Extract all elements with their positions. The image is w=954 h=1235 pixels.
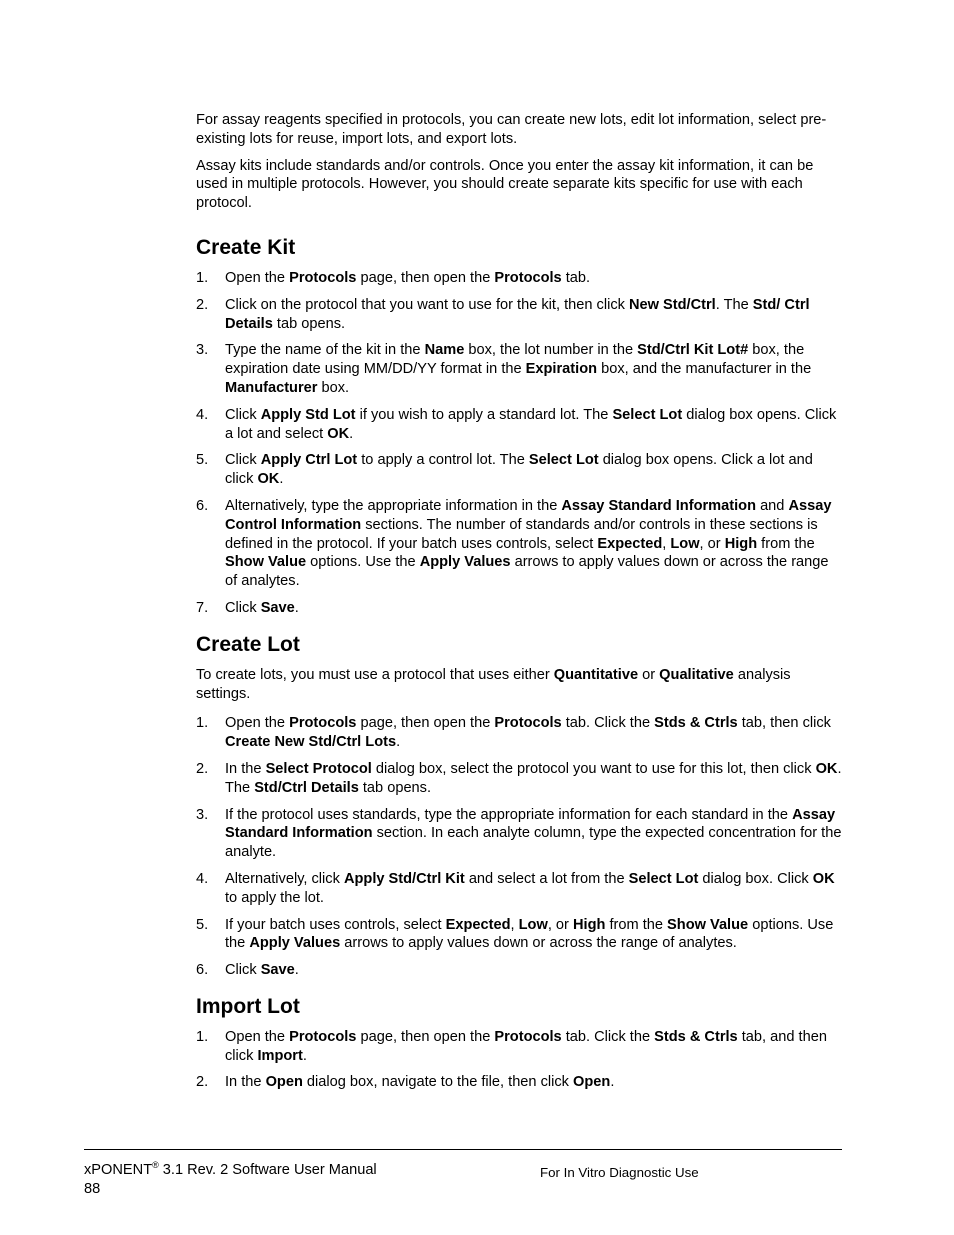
bold-term: OK [257,471,280,488]
step-item [196,760,844,798]
step-number: 3. [196,806,209,823]
step-item [196,916,844,954]
text-run: In the [225,1074,266,1091]
intro-paragraph [196,157,844,213]
text-run: For assay reagents specified in protocols, you can create new lots, edit lot information, select pre-existing lots for reuse, import lots, and export lots. [196,112,827,147]
text-run: . The [225,760,842,796]
bold-term: Save [260,599,295,616]
text-run: In the [225,760,266,777]
step-number: 5. [196,916,209,933]
text-run: Click [225,406,261,423]
bold-term: Assay Standard Information [561,497,757,514]
bold-term: OK [815,760,838,777]
text-run: tab opens. [272,315,346,332]
step-number: 5. [196,452,209,469]
text-run: , or [547,916,573,933]
bold-term: Std/ Ctrl Details [225,296,810,332]
bold-term: Show Value [225,554,307,571]
text-run: Open the [225,1028,290,1045]
text-run: page, then open the [356,715,495,732]
text-run: box, the expiration date using MM/DD/YY format in the [225,342,805,378]
bold-term: OK [812,870,835,887]
step-number: 1. [196,715,209,732]
text-run: dialog box opens. Click a lot and select [225,406,837,442]
text-run: dialog box, navigate to the file, then click [302,1074,574,1091]
bold-term: Name [424,342,465,359]
step-number: 4. [196,870,209,887]
bold-term: Low [670,535,700,552]
step-number: 2. [196,760,209,777]
text-run: , [510,916,519,933]
step-number: 1. [196,269,209,286]
footer-product: xPONENT [84,1162,153,1178]
text-run: and [756,497,789,514]
bold-term: Save [260,962,295,979]
step-item [196,269,844,288]
bold-term: High [572,916,606,933]
step-number: 1. [196,1028,209,1045]
bold-term: Apply Values [419,554,511,571]
step-item [196,714,844,752]
text-run: tab. Click the [561,715,655,732]
bold-term: Std/Ctrl Kit Lot# [637,342,749,359]
bold-term: OK [327,425,350,442]
text-run: . [610,1074,615,1091]
section-heading: Create Lot [196,632,300,656]
text-run: . [349,425,354,442]
footer-usage: For In Vitro Diagnostic Use [540,1165,699,1180]
bold-term: Open [573,1074,611,1091]
step-list [196,1028,844,1092]
bold-term: Apply Std/Ctrl Kit [343,870,465,887]
page-body [196,111,844,1106]
text-run: Open the [225,715,290,732]
bold-term: Protocols [289,1028,357,1045]
bold-term: Stds & Ctrls [654,1028,738,1045]
text-run: page, then open the [356,1028,495,1045]
footer-manual-title [84,1161,377,1180]
text-run: from the [605,916,668,933]
text-run: tab, and then click [225,1028,827,1064]
text-run: box, and the manufacturer in the [597,361,812,378]
text-run: Type the name of the kit in the [225,342,425,359]
footer-manual: 3.1 Rev. 2 Software User Manual [158,1162,377,1178]
text-run: box. [317,379,350,396]
text-run: Alternatively, type the appropriate information in the [225,497,562,514]
step-item [196,296,844,334]
step-item [196,806,844,862]
bold-term: Low [518,916,548,933]
bold-term: Assay Standard Information [225,806,836,842]
page-number: 88 [84,1180,101,1197]
text-run: . [294,599,299,616]
text-run: arrows to apply values down or across the range of analytes. [225,554,829,590]
bold-term: Select Protocol [265,760,372,777]
text-run: tab. Click the [561,1028,655,1045]
text-run: dialog box opens. Click a lot and click [225,452,813,488]
step-item [196,406,844,444]
text-run: tab. [561,269,591,286]
bold-term: Protocols [494,715,562,732]
section-heading: Create Kit [196,235,296,259]
step-number: 4. [196,406,209,423]
step-item [196,870,844,908]
bold-term: Manufacturer [225,379,318,396]
step-number: 6. [196,962,209,979]
step-item [196,341,844,397]
text-run: Open the [225,269,290,286]
bold-term: Std/Ctrl Details [254,779,359,796]
text-run: arrows to apply values down or across the range of analytes. [340,935,737,952]
step-item [196,599,844,618]
text-run: or [638,666,660,683]
bold-term: Protocols [289,715,357,732]
text-run: . [302,1047,307,1064]
bold-term: Qualitative [659,666,734,683]
text-run: dialog box, select the protocol you want to use for this lot, then click [371,760,816,777]
text-run: , [662,535,671,552]
text-run: sections. The number of standards and/or controls in these sections is defined in the protocol. If your batch uses controls, select [225,516,818,552]
step-item [196,961,844,980]
bold-term: Expected [445,916,511,933]
footer-left [84,1161,377,1199]
step-item [196,497,844,591]
step-number: 6. [196,497,209,514]
bold-term: Assay Control Information [225,497,832,533]
bold-term: Expected [597,535,663,552]
text-run: If the protocol uses standards, type the appropriate information for each standard in the [225,806,793,823]
step-item [196,1028,844,1066]
text-run: dialog box. Click [698,870,813,887]
text-run: page, then open the [356,269,495,286]
bold-term: Expiration [525,361,598,378]
bold-term: Protocols [289,269,357,286]
text-run: , or [699,535,725,552]
bold-term: Protocols [494,1028,562,1045]
step-list [196,269,844,618]
text-run: . [396,734,401,751]
section-heading: Import Lot [196,994,300,1018]
text-run: Alternatively, click [225,870,344,887]
text-run: Click on the protocol that you want to use for the kit, then click [225,296,629,313]
text-run: tab, then click [737,715,831,732]
step-number: 2. [196,296,209,313]
bold-term: New Std/Ctrl [628,296,716,313]
text-run: from the [757,535,815,552]
bold-term: Select Lot [628,870,699,887]
text-run: to apply a control lot. The [357,452,529,469]
section-intro [196,666,844,704]
step-number: 2. [196,1074,209,1091]
bold-term: Protocols [494,269,562,286]
text-run: section. In each analyte column, type the expected concentration for the analyte. [225,825,842,861]
intro-paragraph [196,111,844,149]
text-run: analysis settings. [196,666,791,702]
bold-term: Apply Std Lot [260,406,356,423]
bold-term: Import [257,1047,303,1064]
step-list [196,714,844,980]
text-run: tab opens. [358,779,432,796]
bold-term: Show Value [667,916,749,933]
text-run: options. Use the [306,554,420,571]
text-run: If your batch uses controls, select [225,916,446,933]
bold-term: High [724,535,758,552]
text-run: Click [225,452,261,469]
step-number: 7. [196,599,209,616]
step-item [196,451,844,489]
text-run: Click [225,599,261,616]
bold-term: Apply Ctrl Lot [260,452,358,469]
bold-term: Stds & Ctrls [654,715,738,732]
text-run: if you wish to apply a standard lot. The [355,406,613,423]
text-run: Click [225,962,261,979]
text-run: To create lots, you must use a protocol that uses either [196,666,554,683]
bold-term: Open [265,1074,303,1091]
footer-rule [84,1149,842,1150]
bold-term: Select Lot [612,406,683,423]
bold-term: Create New Std/Ctrl Lots [225,734,397,751]
step-item [196,1073,844,1092]
text-run: . [279,471,284,488]
text-run: to apply the lot. [225,889,324,906]
text-run: box, the lot number in the [464,342,638,359]
bold-term: Quantitative [553,666,639,683]
step-number: 3. [196,342,209,359]
text-run: . [294,962,299,979]
bold-term: Select Lot [528,452,599,469]
text-run: options. Use the [225,916,834,952]
text-run: . The [715,296,753,313]
registered-mark: ® [152,1160,159,1170]
bold-term: Apply Values [249,935,341,952]
text-run: Assay kits include standards and/or controls. Once you enter the assay kit information, it can be used in multiple protocols. However, you should create separate kits specific for use with each protocol. [196,157,814,212]
text-run: and select a lot from the [464,870,629,887]
